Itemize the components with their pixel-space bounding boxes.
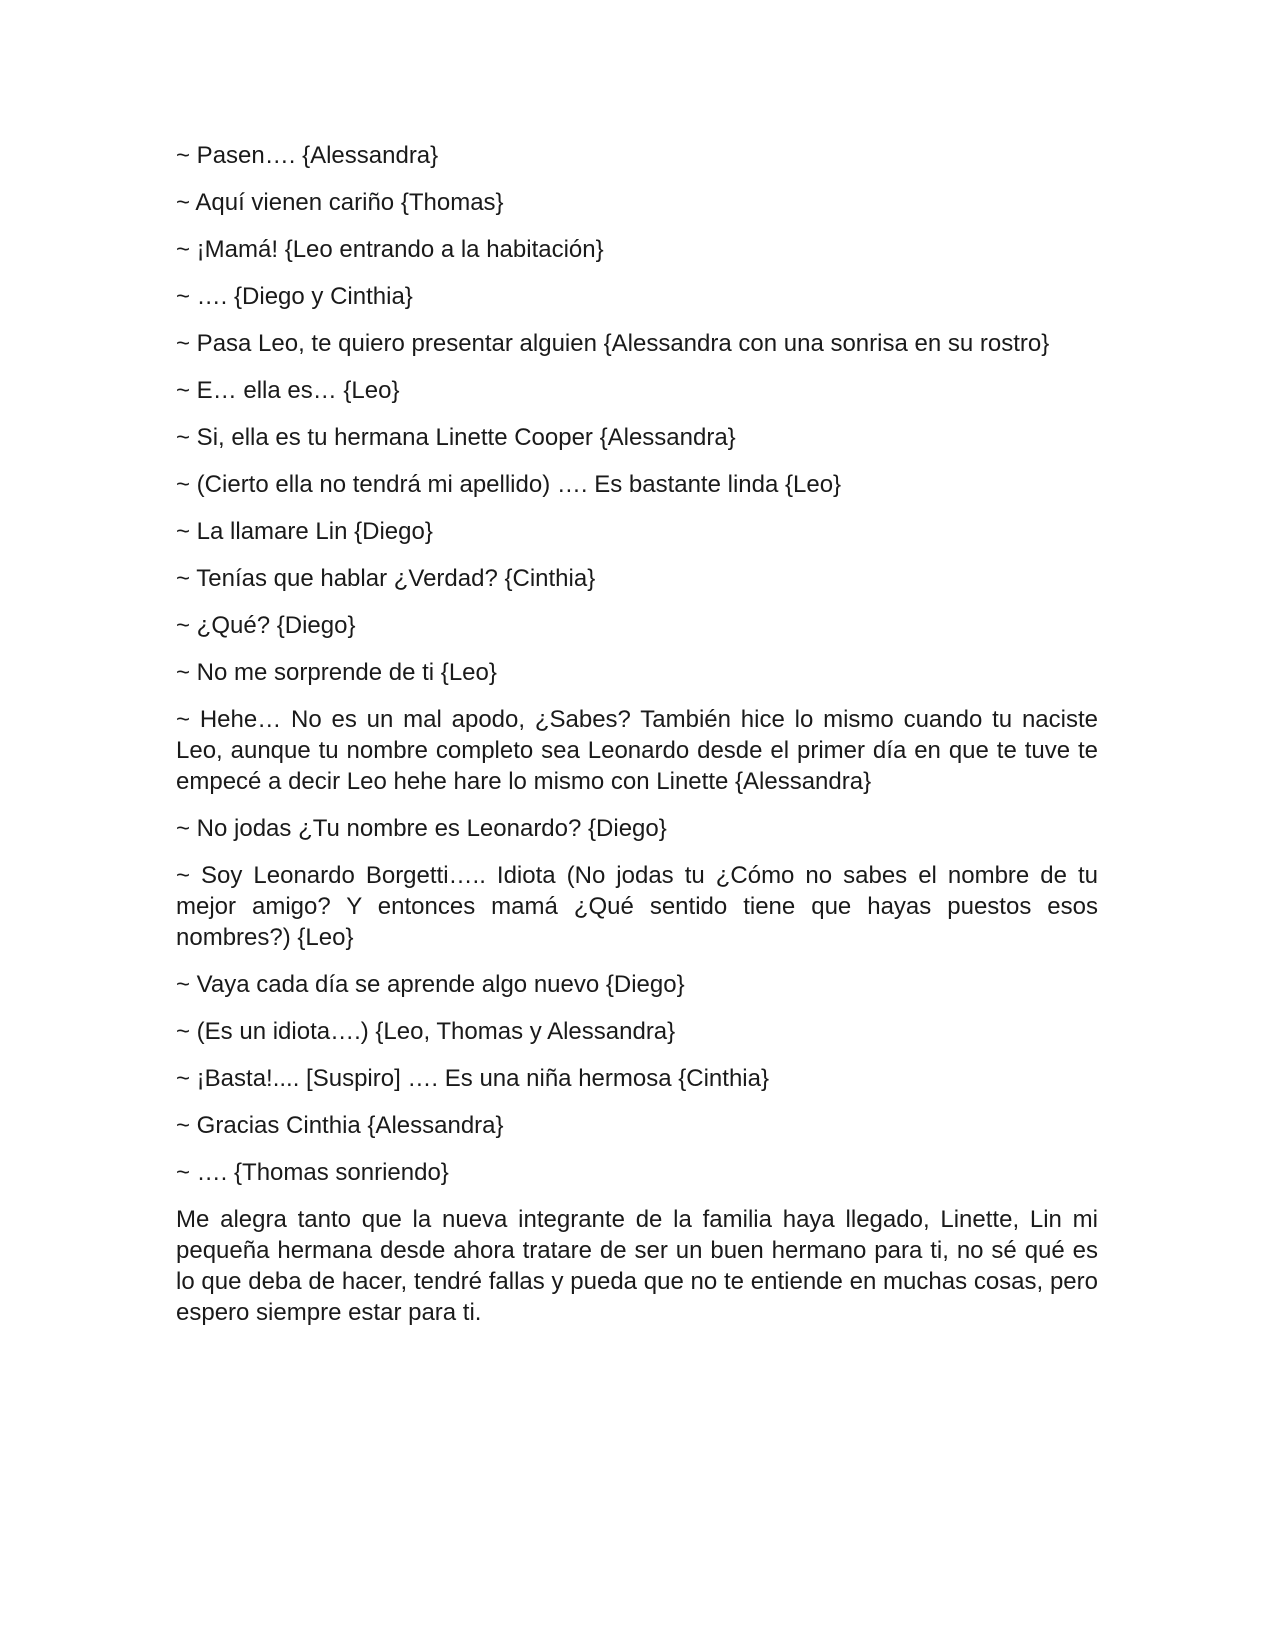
narration-paragraph: Me alegra tanto que la nueva integrante de la familia haya llegado, Linette, Lin mi pequeña hermana desde ahora tratare de ser un buen hermano para ti, no sé qué es lo que deba de hacer, tendré fallas y pueda que no te entiende en muchas cosas, pero espero siempre estar para ti. (176, 1206, 1098, 1326)
document-body (176, 140, 1098, 1344)
dialogue-line: ~ Vaya cada día se aprende algo nuevo {Diego} (176, 971, 685, 998)
dialogue-line: ~ Aquí vienen cariño {Thomas} (176, 189, 504, 216)
dialogue-line: ~ Hehe… No es un mal apodo, ¿Sabes? También hice lo mismo cuando tu naciste Leo, aunque tu nombre completo sea Leonardo desde el primer día en que te tuve te empecé a decir Leo hehe hare lo mismo con Linette {Alessandra} (176, 706, 1098, 795)
dialogue-line: ~ No me sorprende de ti {Leo} (176, 659, 497, 686)
dialogue-line: ~ Pasa Leo, te quiero presentar alguien {Alessandra con una sonrisa en su rostro} (176, 330, 1050, 357)
dialogue-line: ~ E… ella es… {Leo} (176, 377, 400, 404)
dialogue-line: ~ (Es un idiota….) {Leo, Thomas y Alessandra} (176, 1018, 676, 1045)
dialogue-line: ~ No jodas ¿Tu nombre es Leonardo? {Diego} (176, 815, 667, 842)
dialogue-line: ~ ¡Basta!.... [Suspiro] …. Es una niña hermosa {Cinthia} (176, 1065, 769, 1092)
dialogue-line: ~ Soy Leonardo Borgetti….. Idiota (No jodas tu ¿Cómo no sabes el nombre de tu mejor amigo? Y entonces mamá ¿Qué sentido tiene que hayas puestos esos nombres?) {Leo} (176, 862, 1098, 951)
dialogue-line: ~ (Cierto ella no tendrá mi apellido) …. Es bastante linda {Leo} (176, 471, 842, 498)
dialogue-line: ~ Si, ella es tu hermana Linette Cooper {Alessandra} (176, 424, 736, 451)
dialogue-line: ~ La llamare Lin {Diego} (176, 518, 433, 545)
dialogue-line: ~ Tenías que hablar ¿Verdad? {Cinthia} (176, 565, 596, 592)
dialogue-line: ~ ¡Mamá! {Leo entrando a la habitación} (176, 236, 604, 263)
dialogue-line: ~ Gracias Cinthia {Alessandra} (176, 1112, 504, 1139)
dialogue-line: ~ …. {Thomas sonriendo} (176, 1159, 449, 1186)
dialogue-line: ~ …. {Diego y Cinthia} (176, 283, 413, 310)
dialogue-line: ~ ¿Qué? {Diego} (176, 612, 356, 639)
dialogue-line: ~ Pasen…. {Alessandra} (176, 142, 439, 169)
